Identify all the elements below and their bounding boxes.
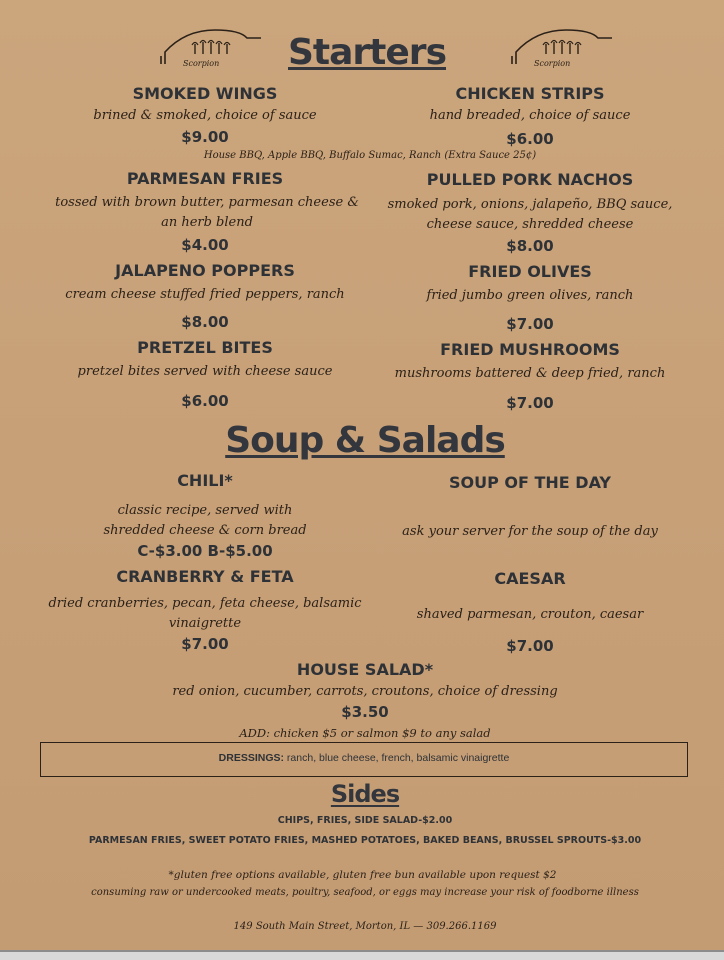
smokehouse-logo-right (506, 26, 616, 72)
item-desc-chicken-strips: hand breaded, choice of sauce (429, 108, 631, 123)
item-name-smoked-wings: SMOKED WINGS (132, 84, 278, 103)
item-name-chili: CHILI* (177, 471, 233, 490)
item-name-pretzel-bites: PRETZEL BITES (137, 338, 273, 357)
logo-text: Scorpion (183, 59, 220, 68)
dressings-label: DRESSINGS: (218, 752, 285, 764)
logo-text: Scorpion (534, 59, 571, 68)
raw-food-warning: consuming raw or undercooked meats, poultry, seafood, or eggs may increase your risk of foodborne illness (91, 887, 639, 898)
sides-line-basic: CHIPS, FRIES, SIDE SALAD-$2.00 (277, 815, 453, 826)
sides-title: Sides (330, 780, 400, 808)
item-price-cranberry-feta: $7.00 (181, 635, 229, 653)
item-desc-smoked-wings: brined & smoked, choice of sauce (93, 108, 317, 123)
item-desc-pretzel-bites: pretzel bites served with cheese sauce (77, 364, 333, 379)
sauce-note: House BBQ, Apple BBQ, Buffalo Sumac, Ranch (Extra Sauce 25¢) (203, 150, 537, 161)
dressings-list: ranch, blue cheese, french, balsamic vinaigrette (284, 752, 510, 764)
item-price-fried-mushrooms: $7.00 (506, 394, 554, 412)
item-desc-cranberry-feta: dried cranberries, pecan, feta cheese, balsamic vinaigrette (48, 596, 362, 631)
item-desc-fried-mushrooms: mushrooms battered & deep fried, ranch (394, 366, 666, 381)
item-desc-soup-of-the-day: ask your server for the soup of the day (402, 524, 658, 539)
restaurant-address: 149 South Main Street, Morton, IL — 309.266.1169 (233, 921, 497, 932)
item-price-caesar: $7.00 (506, 637, 554, 655)
item-desc-fried-olives: fried jumbo green olives, ranch (426, 288, 634, 303)
sides-line-premium: PARMESAN FRIES, SWEET POTATO FRIES, MASHED POTATOES, BAKED BEANS, BRUSSEL SPROUTS-$3.00 (88, 835, 642, 846)
item-price-pretzel-bites: $6.00 (181, 392, 229, 410)
item-price-chicken-strips: $6.00 (506, 130, 554, 148)
item-price-house-salad: $3.50 (341, 703, 389, 721)
starters-title: Starters (288, 32, 446, 73)
item-desc-chili: classic recipe, served with shredded cheese & corn bread (103, 503, 307, 538)
item-name-chicken-strips: CHICKEN STRIPS (455, 84, 605, 103)
item-price-chili: C-$3.00 B-$5.00 (137, 542, 273, 560)
item-price-parmesan-fries: $4.00 (181, 236, 229, 254)
item-name-parmesan-fries: PARMESAN FRIES (126, 169, 284, 188)
item-name-soup-of-the-day: SOUP OF THE DAY (448, 473, 612, 492)
item-name-pulled-pork-nachos: PULLED PORK NACHOS (426, 170, 634, 189)
item-price-fried-olives: $7.00 (506, 315, 554, 333)
item-desc-pulled-pork-nachos: smoked pork, onions, jalapeño, BBQ sauce, cheese sauce, shredded cheese (387, 197, 673, 232)
smokehouse-logo-left (155, 26, 265, 72)
item-name-fried-mushrooms: FRIED MUSHROOMS (440, 340, 620, 359)
add-protein-note: ADD: chicken $5 or salmon $9 to any salad (239, 726, 491, 740)
item-price-pulled-pork-nachos: $8.00 (506, 237, 554, 255)
dressings-line (40, 752, 688, 764)
gluten-free-note: *gluten free options available, gluten free bun available upon request $2 (168, 869, 557, 881)
item-desc-house-salad: red onion, cucumber, carrots, croutons, choice of dressing (172, 684, 558, 699)
item-price-jalapeno-poppers: $8.00 (181, 313, 229, 331)
item-name-house-salad: HOUSE SALAD* (296, 660, 434, 679)
item-name-cranberry-feta: CRANBERRY & FETA (116, 567, 294, 586)
item-desc-caesar: shaved parmesan, crouton, caesar (416, 607, 644, 622)
item-name-fried-olives: FRIED OLIVES (468, 262, 592, 281)
item-desc-parmesan-fries: tossed with brown butter, parmesan cheese & an herb blend (55, 195, 359, 230)
scan-bottom-edge (0, 950, 724, 960)
item-desc-jalapeno-poppers: cream cheese stuffed fried peppers, ranch (65, 287, 345, 302)
item-price-smoked-wings: $9.00 (181, 128, 229, 146)
soup-salads-title: Soup & Salads (225, 420, 505, 461)
item-name-jalapeno-poppers: JALAPENO POPPERS (115, 261, 295, 280)
item-name-caesar: CAESAR (494, 569, 566, 588)
